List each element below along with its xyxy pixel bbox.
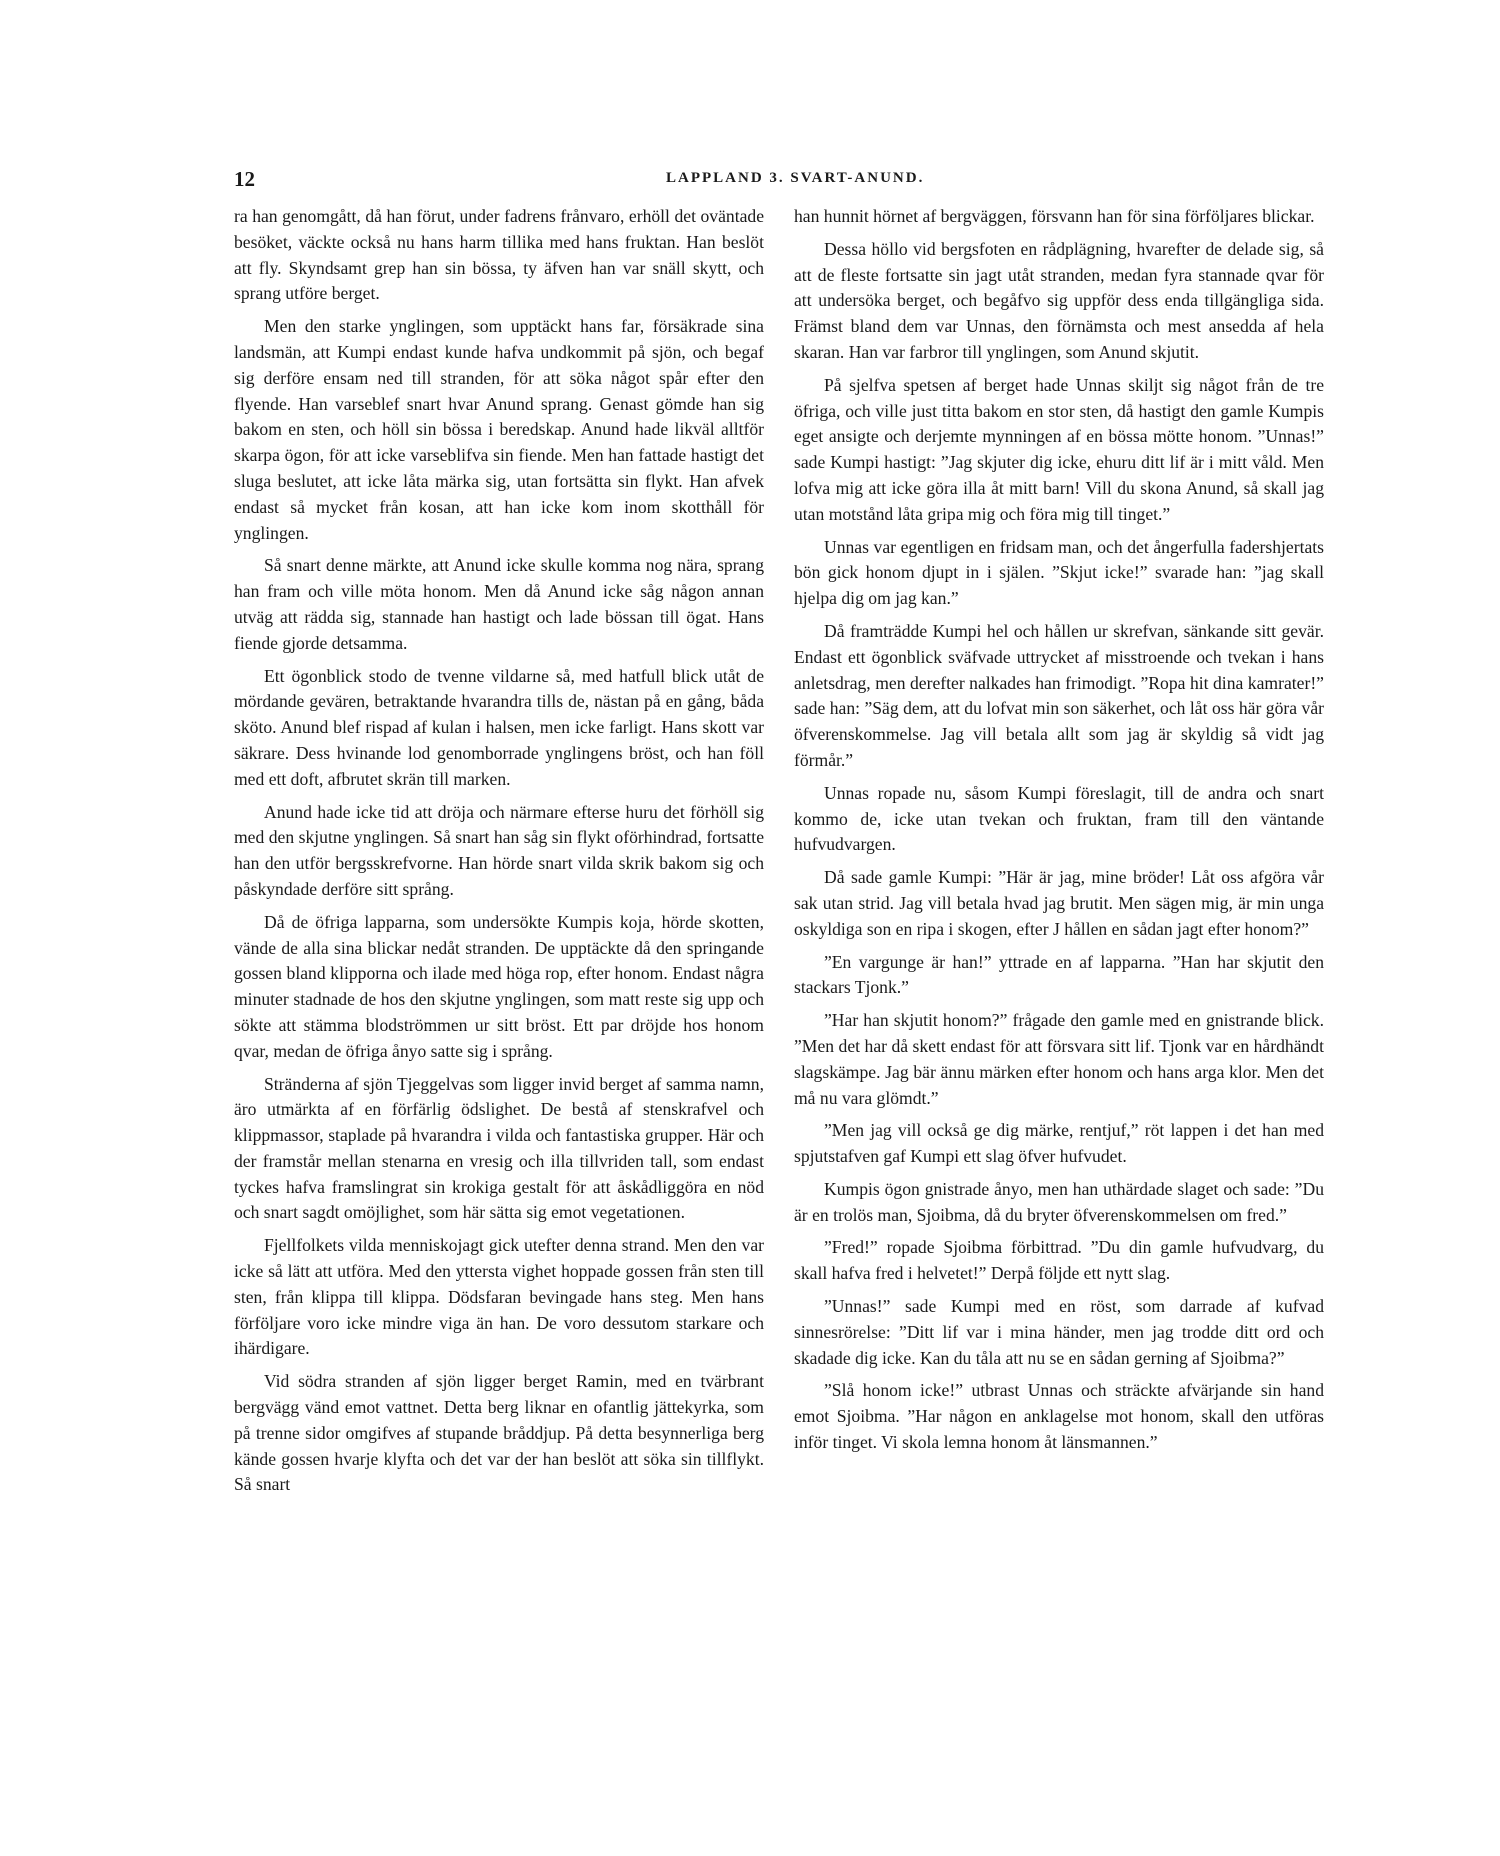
running-title: LAPPLAND 3. SVART-ANUND. <box>666 170 925 186</box>
paragraph: Kumpis ögon gnistrade ånyo, men han uthärdade slaget och sade: ”Du är en trolös man, Sjoibma, då du bryter öfverenskommelsen om fred.” <box>794 1178 1324 1225</box>
right-column <box>794 204 1324 1463</box>
paragraph: Så snart denne märkte, att Anund icke skulle komma nog nära, sprang han fram och ville möta honom. Men då Anund icke såg någon annan utväg att rädda sig, stannade han hastigt och lade bössan till ögat. Hans fiende gjorde detsamma. <box>234 555 764 653</box>
page-number: 12 <box>234 167 255 191</box>
paragraph: Unnas ropade nu, såsom Kumpi föreslagit, till de andra och snart kommo de, icke utan tvekan och fruktan, fram till den väntande hufvudvargen. <box>794 782 1324 855</box>
paragraph: Då sade gamle Kumpi: ”Här är jag, mine bröder! Låt oss afgöra vår sak utan strid. Jag vill betala hvad jag brutit. Men sägen mig, är min unga oskyldiga son en ripa i skogen, efter J hållen en sådan jagt efter honom?” <box>794 867 1324 939</box>
paragraph: Dessa höllo vid bergsfoten en rådplägning, hvarefter de delade sig, så att de fleste fortsatte sin jagt utåt stranden, medan fyra stannade qvar för att undersöka berget, och begåfvo sig uppför dess enda tillgängliga sida. Främst bland dem var Unnas, den förnämsta och mest ansedda af hela skaran. Han var farbror till ynglingen, som Anund skjutit. <box>794 238 1324 362</box>
paragraph: ra han genomgått, då han förut, under fadrens frånvaro, erhöll det oväntade besöket, väckte också nu hans harm tillika med hans fruktan. Han beslöt att fly. Skyndsamt grep han sin bössa, ty äfven han var snäll skytt, och sprang utföre berget. <box>234 206 764 304</box>
paragraph: På sjelfva spetsen af berget hade Unnas skiljt sig något från de tre öfriga, och ville just titta bakom en stor sten, då hastigt den gamle Kumpis eget ansigte och derjemte mynningen af en bössa mötte honom. ”Unnas!” sade Kumpi hastigt: ”Jag skjuter dig icke, ehuru ditt lif är i mitt våld. Men lofva mig att icke göra illa åt mitt barn! Vill du skona Anund, så skall jag utan motstånd låta gripa mig och föra mig till tinget.” <box>794 374 1324 524</box>
paragraph: han hunnit hörnet af bergväggen, försvann han för sina förföljares blickar. <box>794 206 1315 226</box>
paragraph: ”Slå honom icke!” utbrast Unnas och sträckte afvärjande sin hand emot Sjoibma. ”Har någon en anklagelse mot honom, skall den utföras inför tinget. Vi skola lemna honom åt länsmannen.” <box>794 1380 1324 1453</box>
paragraph: Unnas var egentligen en fridsam man, och det ångerfulla fadershjertats bön gick honom djupt in i själen. ”Skjut icke!” svarade han: ”jag skall hjelpa dig om jag kan.” <box>794 536 1324 609</box>
paragraph: Vid södra stranden af sjön ligger berget Ramin, med en tvärbrant bergvägg vänd emot vattnet. Detta berg liknar en ofantlig jättekyrka, som på trenne sidor omgifves af stupande bråddjup. På detta besynnerliga berg kände gossen hvarje klyfta och det var der han beslöt att söka sin tillflykt. Så snart <box>234 1371 764 1495</box>
paragraph: Då framträdde Kumpi hel och hållen ur skrefvan, sänkande sitt gevär. Endast ett ögonblick sväfvade uttrycket af misstroende och tvekan i hans anletsdrag, men derefter nalkades han frimodigt. ”Ropa hit dina kamrater!” sade han: ”Säg dem, att du lofvat min son säkerhet, och låt oss här göra vår öfverenskommelse. Jag vill betala allt som jag är skyldig så vidt jag förmår.” <box>794 620 1324 770</box>
left-column <box>234 204 764 1505</box>
paragraph: ”Men jag vill också ge dig märke, rentjuf,” röt lappen i det han med spjutstafven gaf Kumpi ett slag öfver hufvudet. <box>794 1120 1324 1167</box>
paragraph: Ett ögonblick stodo de tvenne vildarne så, med hatfull blick utåt de mördande gevären, betraktande hvarandra tills de, nästan på en gång, båda sköto. Anund blef rispad af kulan i halsen, men icke farligt. Hans skott var säkrare. Dess hvinande lod genomborrade ynglingens bröst, och han föll med ett doft, afbrutet skrän till marken. <box>234 665 764 789</box>
paragraph: Fjellfolkets vilda menniskojagt gick utefter denna strand. Men den var icke så lätt att utföra. Med den yttersta vighet hoppade gossen från sten till sten, från klippa till klippa. Dödsfaran bevingade hans steg. Men hans förföljare voro icke mindre viga än han. De voro dessutom starkare och ihärdigare. <box>234 1235 764 1359</box>
paragraph: Anund hade icke tid att dröja och närmare efterse huru det förhöll sig med den skjutne ynglingen. Så snart han såg sin flykt oförhindrad, fortsatte han den utför bergsskrefvorne. Han hörde snart vilda skrik bakom sig och påskyndade derföre sitt språng. <box>234 801 764 899</box>
page-header <box>234 167 1266 197</box>
paragraph: ”Har han skjutit honom?” frågade den gamle med en gnistrande blick. ”Men det har då skett endast för att försvara sitt lif. Tjonk var en hårdhändt slagskämpe. Jag bär ännu märken efter honom och hans arga klor. Men det må nu vara glömdt.” <box>794 1010 1324 1108</box>
paragraph: Men den starke ynglingen, som upptäckt hans far, försäkrade sina landsmän, att Kumpi endast kunde hafva undkommit på sjön, och begaf sig derföre ensam ned till stranden, för att söka något spår efter den flyende. Han varseblef snart hvar Anund sprang. Genast gömde han sig bakom en sten, och höll sin bössa i beredskap. Anund hade likväl alltför skarpa ögon, för att icke varseblifva sin fiende. Men han fattade hastigt det sluga beslutet, att icke låta märka sig, utan fortsätta sin flykt. Han afvek endast så mycket från kosan, att han icke kom inom skotthåll för ynglingen. <box>234 316 764 543</box>
paragraph: ”En vargunge är han!” yttrade en af lapparna. ”Han har skjutit den stackars Tjonk.” <box>794 951 1324 998</box>
paragraph: Stränderna af sjön Tjeggelvas som ligger invid berget af samma namn, äro utmärkta af en förfärlig ödslighet. De bestå af stenskrafvel och klippmassor, staplade på hvarandra i vilda och fantastiska grupper. Här och der framstår mellan stenarna en vresig och illa tillvriden tall, som endast tyckes hafva framslingrat sin krokiga gestalt för att åskådliggöra en nöd och snart sagdt omöjlighet, som här sätta sig emot vegetationen. <box>234 1073 764 1223</box>
paragraph: Då de öfriga lapparna, som undersökte Kumpis koja, hörde skotten, vände de alla sina blickar nedåt stranden. De upptäckte då den springande gossen bland klipporna och ilade med höga rop, efter honom. Endast några minuter stadnade de hos den skjutne ynglingen, som matt reste sig upp och sökte att stämma blodströmmen ur sitt bröst. Ett par dröjde hos honom qvar, medan de öfriga ånyo satte sig i språng. <box>234 911 764 1061</box>
paragraph: ”Unnas!” sade Kumpi med en röst, som darrade af kufvad sinnesrörelse: ”Ditt lif var i mina händer, men jag trodde ditt ord och skadade dig icke. Kan du tåla att nu se en sådan gerning af Sjoibma?” <box>794 1296 1324 1368</box>
paragraph: ”Fred!” ropade Sjoibma förbittrad. ”Du din gamle hufvudvarg, du skall hafva fred i helvetet!” Derpå följde ett nytt slag. <box>794 1237 1324 1284</box>
